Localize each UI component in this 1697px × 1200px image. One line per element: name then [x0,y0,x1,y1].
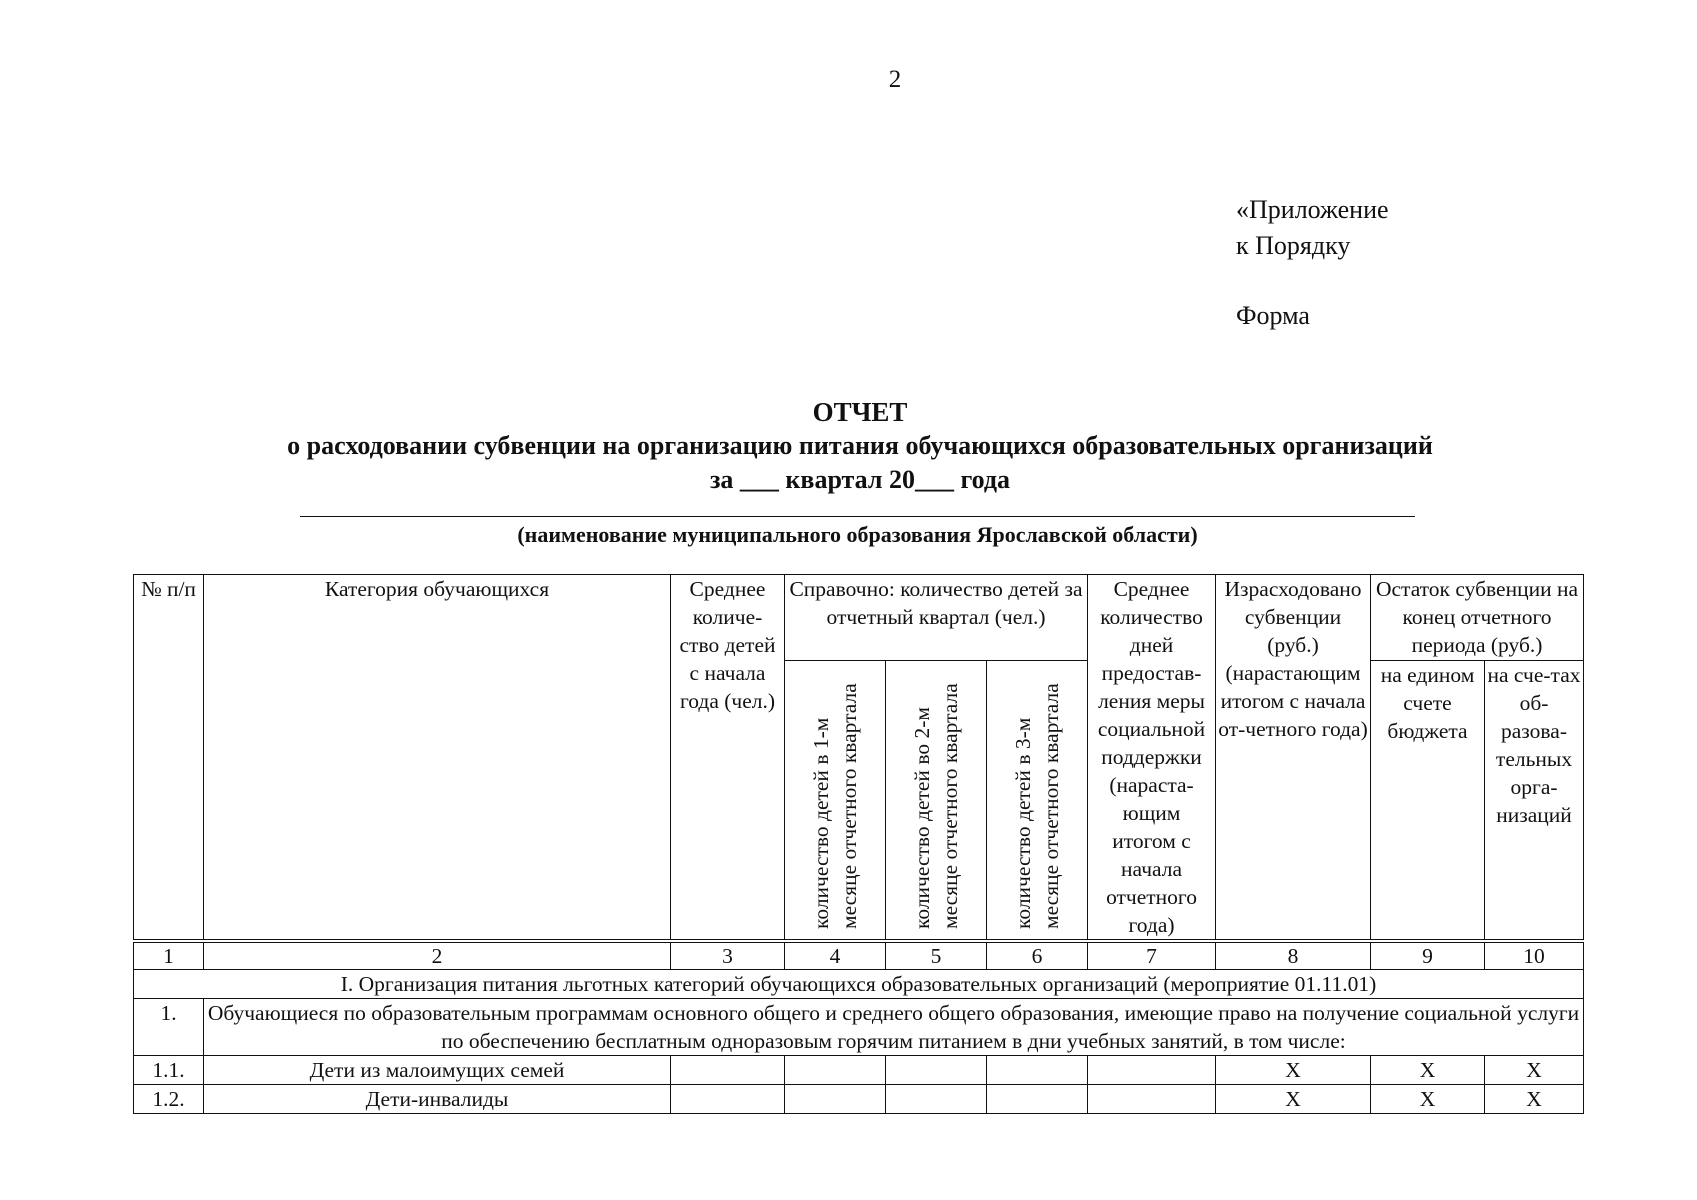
table-row [134,1056,1584,1085]
item-1-text: Обучающиеся по образовательным программам основного общего и среднего общего образования, имеющие право на получение социальной услуги по обеспечению бесплатным одноразовым горячим питанием в дни учебных занятий, в том числе: [204,999,1584,1056]
form-label: Форма [1236,301,1310,330]
empty-cell [785,1056,886,1085]
col-number: 4 [785,941,886,970]
report-title: ОТЧЕТ [812,397,908,427]
municipality-blank-line [300,516,1415,517]
report-subtitle: о расходовании субвенции на организацию питания обучающихся образовательных организаций [287,431,1433,460]
col-number: 3 [671,941,785,970]
header-reference: Справочно: количество детей за отчетный квартал (чел.) [785,575,1088,661]
cross-mark: Х [1485,1085,1584,1114]
column-numbers-row [134,941,1584,970]
report-table [133,574,1584,1114]
empty-cell [1088,1056,1216,1085]
page-number: 2 [888,66,902,93]
report-title-block [0,395,1697,497]
col-number: 1 [134,941,204,970]
header-org-accounts: на сче-тах об-разова-тельных орга-низаций [1485,660,1584,941]
col-number: 5 [886,941,987,970]
header-month-3-cell [987,660,1088,941]
header-num: № п/п [134,575,204,942]
section-row [134,970,1584,999]
section-title: I. Организация питания льготных категорий обучающихся образовательных организаций (мероприятие 01.11.01) [134,970,1584,999]
item-1-num: 1. [134,999,204,1056]
header-single-account: на едином счете бюджета [1371,660,1485,941]
col-number: 6 [987,941,1088,970]
empty-cell [1088,1085,1216,1114]
header-month-1-cell [785,660,886,941]
header-remainder: Остаток субвенции на конец отчетного периода (руб.) [1371,575,1584,661]
header-category: Категория обучающихся [204,575,671,942]
col-number: 10 [1485,941,1584,970]
empty-cell [671,1085,785,1114]
header-month-3: количество детей в 3-м месяце отчетного квартала [1011,683,1063,929]
row-category: Дети из малоимущих семей [204,1056,671,1085]
row-category: Дети-инвалиды [204,1085,671,1114]
col-number: 2 [204,941,671,970]
empty-cell [671,1056,785,1085]
report-period: за ___ квартал 20___ года [709,465,1011,494]
row-num: 1.1. [134,1056,204,1085]
cross-mark: Х [1216,1056,1371,1085]
header-avg-children: Среднее количе-ство детей с начала года (чел.) [671,575,785,942]
empty-cell [785,1085,886,1114]
col-number: 9 [1371,941,1485,970]
appendix-block [1236,192,1389,334]
header-avg-days: Среднее количество дней предостав-ления меры социальной поддержки (нараста-ющим итогом с начала отчетного года) [1088,575,1216,942]
row-num: 1.2. [134,1085,204,1114]
header-month-1: количество детей в 1-м месяце отчетного квартала [809,683,861,929]
col-number: 8 [1216,941,1371,970]
cross-mark: Х [1371,1085,1485,1114]
empty-cell [886,1085,987,1114]
header-spent: Израсходовано субвенции (руб.) (нарастающим итогом с начала от-четного года) [1216,575,1371,942]
appendix-line-1: «Приложение [1236,195,1389,224]
cross-mark: Х [1371,1056,1485,1085]
municipality-label: (наименование муниципального образования Ярославской области) [517,522,1198,547]
header-month-2: количество детей во 2-м месяце отчетного квартала [910,683,962,929]
header-row-1 [134,575,1584,661]
col-number: 7 [1088,941,1216,970]
table-row [134,1085,1584,1114]
empty-cell [886,1056,987,1085]
item-1-row [134,999,1584,1056]
cross-mark: Х [1485,1056,1584,1085]
cross-mark: Х [1216,1085,1371,1114]
appendix-line-2: к Порядку [1236,231,1351,260]
empty-cell [987,1056,1088,1085]
header-month-2-cell [886,660,987,941]
empty-cell [987,1085,1088,1114]
